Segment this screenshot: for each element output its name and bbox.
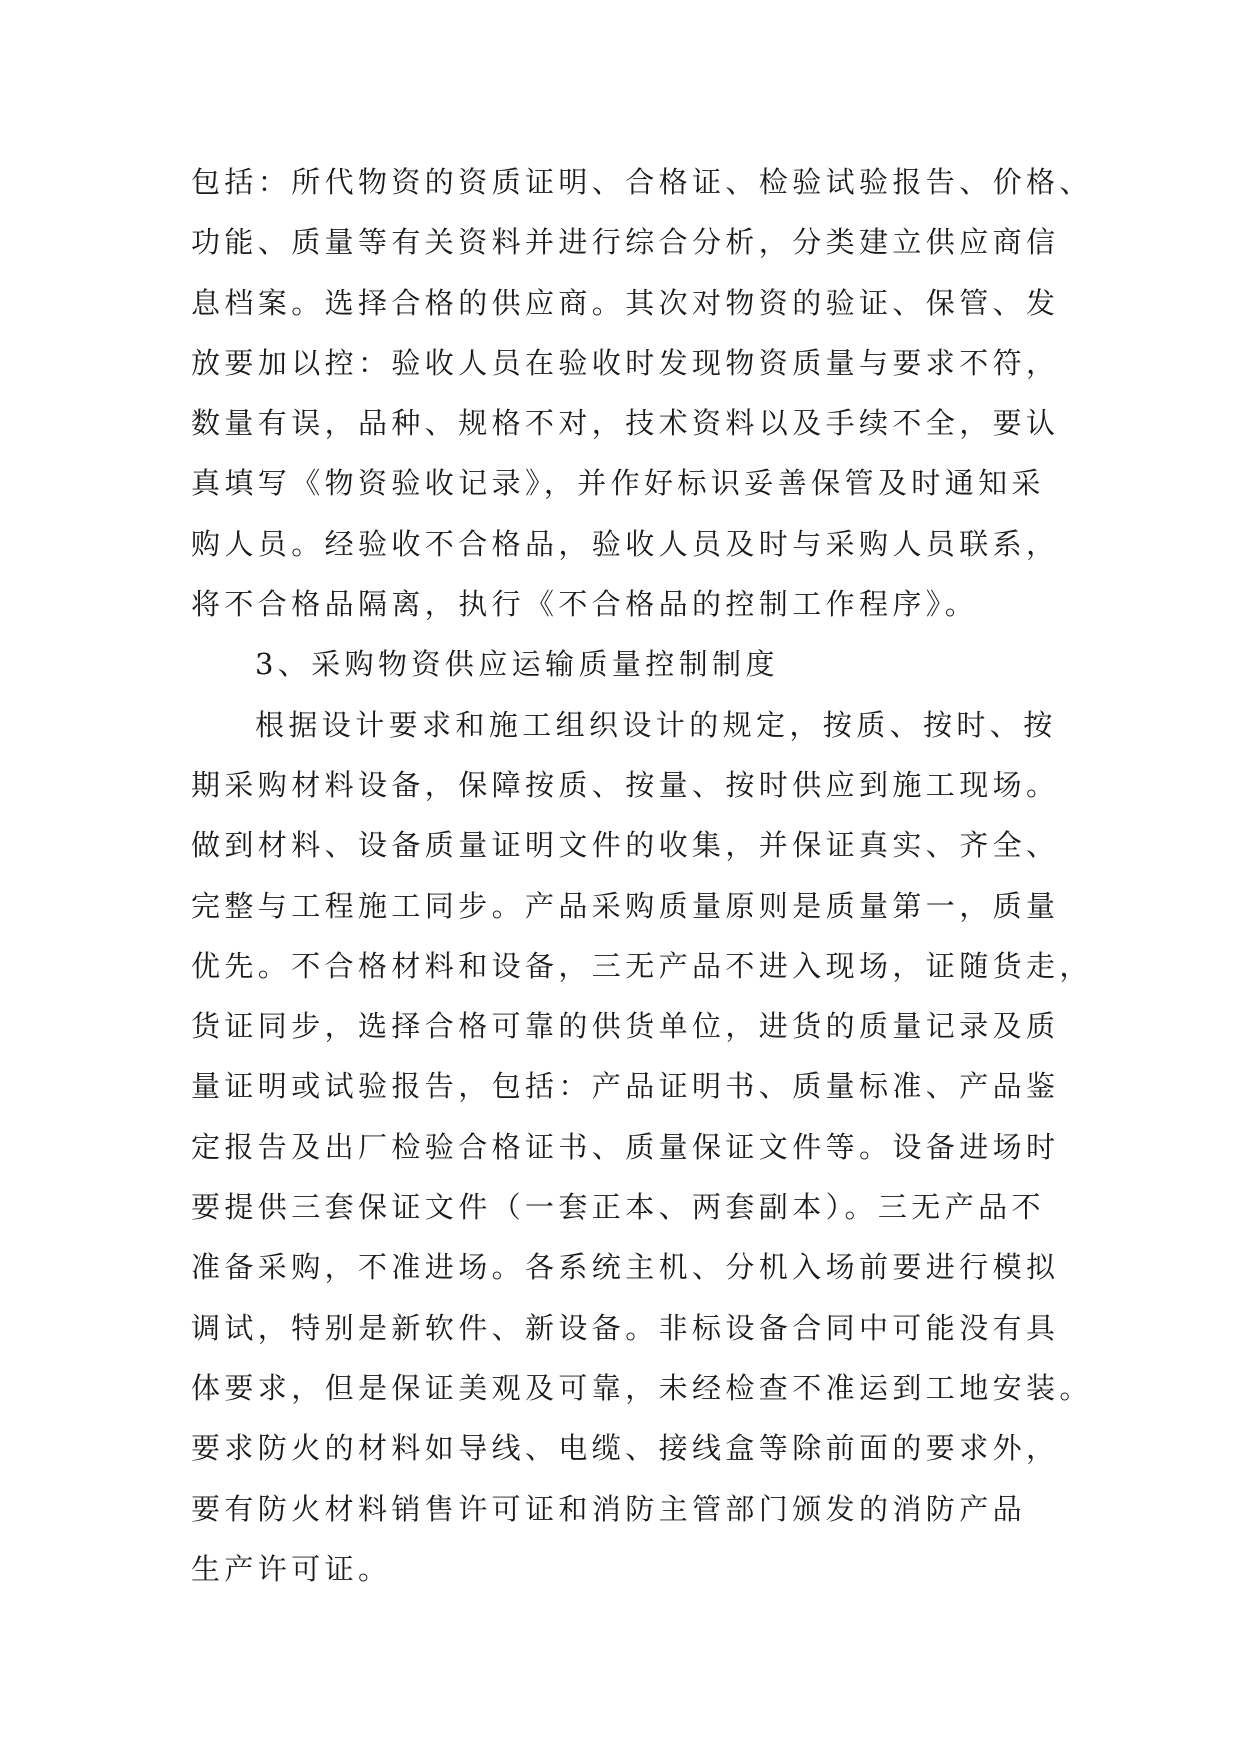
text-line: 根据设计要求和施工组织设计的规定，按质、按时、按 [255,707,1057,742]
text-line: 体要求，但是保证美观及可靠，未经检查不准运到工地安装。 [191,1370,1093,1405]
text-line: 3、采购物资供应运输质量控制制度 [255,647,779,682]
text-line: 要提供三套保证文件（一套正本、两套副本）。三无产品不 [191,1190,1045,1225]
text-line: 准备采购，不准进场。各系统主机、分机入场前要进行模拟 [191,1250,1060,1285]
text-line: 息档案。选择合格的供应商。其次对物资的验证、保管、发 [191,285,1060,320]
text-line: 真填写《物资验收记录》，并作好标识妥善保管及时通知采 [191,466,1045,501]
text-line: 购人员。经验收不合格品，验收人员及时与采购人员联系， [191,526,1060,561]
text-line: 优先。不合格材料和设备，三无产品不进入现场，证随货走， [191,948,1093,983]
text-line: 生产许可证。 [191,1551,392,1586]
text-line: 货证同步，选择合格可靠的供货单位，进货的质量记录及质 [191,1009,1060,1044]
text-line: 做到材料、设备质量证明文件的收集，并保证真实、齐全、 [191,828,1060,863]
text-line: 要有防火材料销售许可证和消防主管部门颁发的消防产品 [191,1491,1027,1526]
text-line: 完整与工程施工同步。产品采购质量原则是质量第一，质量 [191,888,1060,923]
text-line: 包括：所代物资的资质证明、合格证、检验试验报告、价格、 [191,165,1093,199]
text-line: 定报告及出厂检验合格证书、质量保证文件等。设备进场时 [191,1129,1060,1164]
text-line: 量证明或试验报告，包括：产品证明书、质量标准、产品鉴 [191,1069,1060,1104]
text-line: 期采购材料设备，保障按质、按量、按时供应到施工现场。 [191,767,1060,802]
text-line: 功能、质量等有关资料并进行综合分析，分类建立供应商信 [191,225,1060,260]
text-line: 调试，特别是新软件、新设备。非标设备合同中可能没有具 [191,1310,1060,1345]
text-line: 放要加以控：验收人员在验收时发现物资质量与要求不符， [191,345,1060,380]
text-line: 数量有误，品种、规格不对，技术资料以及手续不全，要认 [191,406,1060,441]
body-text [191,152,1091,1599]
text-line: 将不合格品隔离，执行《不合格品的控制工作程序》。 [191,587,979,622]
text-line: 要求防火的材料如导线、电缆、接线盒等除前面的要求外， [191,1431,1060,1466]
